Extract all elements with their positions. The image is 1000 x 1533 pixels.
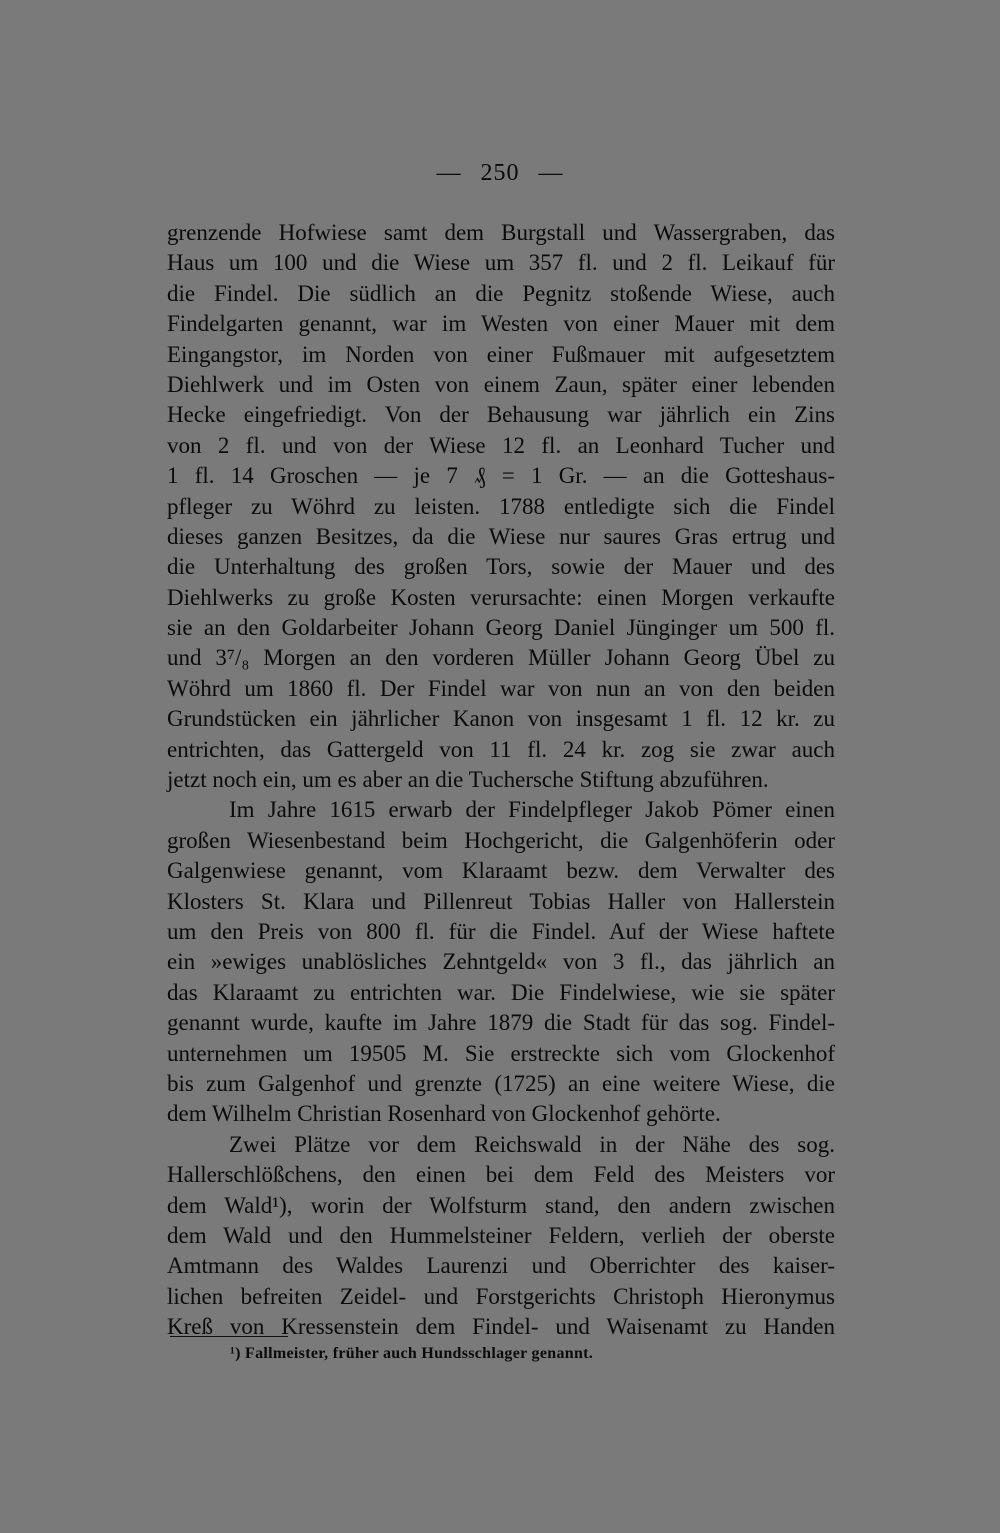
body-text (167, 218, 835, 1342)
text-line: dieses ganzen Besitzes, da die Wiese nur saures Gras ertrug und (167, 523, 835, 549)
text-line: von 2 fl. und von der Wiese 12 fl. an Leonhard Tucher und (167, 432, 835, 458)
text-line: unternehmen um 19505 M. Sie erstreckte sich vom Glockenhof (167, 1040, 835, 1066)
text-line: sie an den Goldarbeiter Johann Georg Daniel Jünginger um 500 fl. (167, 615, 835, 641)
text-line: dem Wald¹), worin der Wolfsturm stand, den andern zwischen (167, 1192, 835, 1218)
text-line: grenzende Hofwiese samt dem Burgstall und Wassergraben, das (167, 220, 835, 245)
text-line: großen Wiesenbestand beim Hochgericht, die Galgenhöferin oder (167, 827, 835, 853)
text-line: bis zum Galgenhof und grenzte (1725) an eine weitere Wiese, die (167, 1070, 835, 1096)
text-line: Grundstücken ein jährlicher Kanon von insgesamt 1 fl. 12 kr. zu (167, 706, 835, 732)
text-line: Hallerschlößchens, den einen bei dem Feld des Meisters vor (167, 1162, 835, 1188)
text-line: 1 fl. 14 Groschen — je 7 ₰ = 1 Gr. — an die Gotteshaus- (167, 463, 835, 489)
page-number: — 250 — (436, 160, 564, 186)
text-line: Im Jahre 1615 erwarb der Findelpfleger Jakob Pömer einen (229, 797, 835, 823)
text-line: Amtmann des Waldes Laurenzi und Oberrichter des kaiser- (167, 1253, 835, 1279)
text-line: und 3⁷/₈ Morgen an den vorderen Müller Johann Georg Übel zu (167, 645, 835, 671)
text-line: Kreß von Kressenstein dem Findel- und Waisenamt zu Handen (167, 1314, 835, 1340)
text-line: Findelgarten genannt, war im Westen von einer Mauer mit dem (167, 311, 835, 337)
footnote: ¹) Fallmeister, früher auch Hundsschlager genannt. (230, 1345, 594, 1362)
text-line: Eingangstor, im Norden von einer Fußmauer mit aufgesetztem (167, 341, 835, 367)
text-line: die Findel. Die südlich an die Pegnitz stoßende Wiese, auch (167, 280, 835, 306)
text-line: ein »ewiges unablösliches Zehntgeld« von 3 fl., das jährlich an (167, 949, 835, 975)
text-line: Klosters St. Klara und Pillenreut Tobias Haller von Hallerstein (167, 888, 835, 914)
text-line: jetzt noch ein, um es aber an die Tuchersche Stiftung abzuführen. (167, 767, 769, 793)
text-line: dem Wald und den Hummelsteiner Feldern, verlieh der oberste (167, 1222, 835, 1248)
text-line: um den Preis von 800 fl. für die Findel. Auf der Wiese haftete (167, 918, 835, 944)
text-line: entrichten, das Gattergeld von 11 fl. 24 kr. zog sie zwar auch (167, 736, 835, 762)
text-line: Zwei Plätze vor dem Reichswald in der Nähe des sog. (229, 1131, 835, 1157)
text-line: die Unterhaltung des großen Tors, sowie der Mauer und des (167, 554, 835, 580)
footnote-divider (170, 1336, 288, 1337)
text-line: Haus um 100 und die Wiese um 357 fl. und 2 fl. Leikauf für (167, 250, 835, 276)
text-line: Hecke eingefriedigt. Von der Behausung war jährlich ein Zins (167, 402, 835, 428)
text-line: lichen befreiten Zeidel- und Forstgerichts Christoph Hieronymus (167, 1283, 835, 1309)
text-line: Galgenwiese genannt, vom Klaraamt bezw. dem Verwalter des (167, 858, 835, 884)
text-line: das Klaraamt zu entrichten war. Die Findelwiese, wie sie später (167, 979, 835, 1005)
text-line: genannt wurde, kaufte im Jahre 1879 die Stadt für das sog. Findel- (167, 1010, 835, 1036)
text-line: dem Wilhelm Christian Rosenhard von Glockenhof gehörte. (167, 1101, 721, 1127)
text-line: Diehlwerk und im Osten von einem Zaun, später einer lebenden (167, 371, 835, 397)
text-line: Diehlwerks zu große Kosten verursachte: einen Morgen verkaufte (167, 584, 835, 610)
text-line: pfleger zu Wöhrd zu leisten. 1788 entledigte sich die Findel (167, 493, 835, 519)
text-line: Wöhrd um 1860 fl. Der Findel war von nun an von den beiden (167, 675, 835, 701)
